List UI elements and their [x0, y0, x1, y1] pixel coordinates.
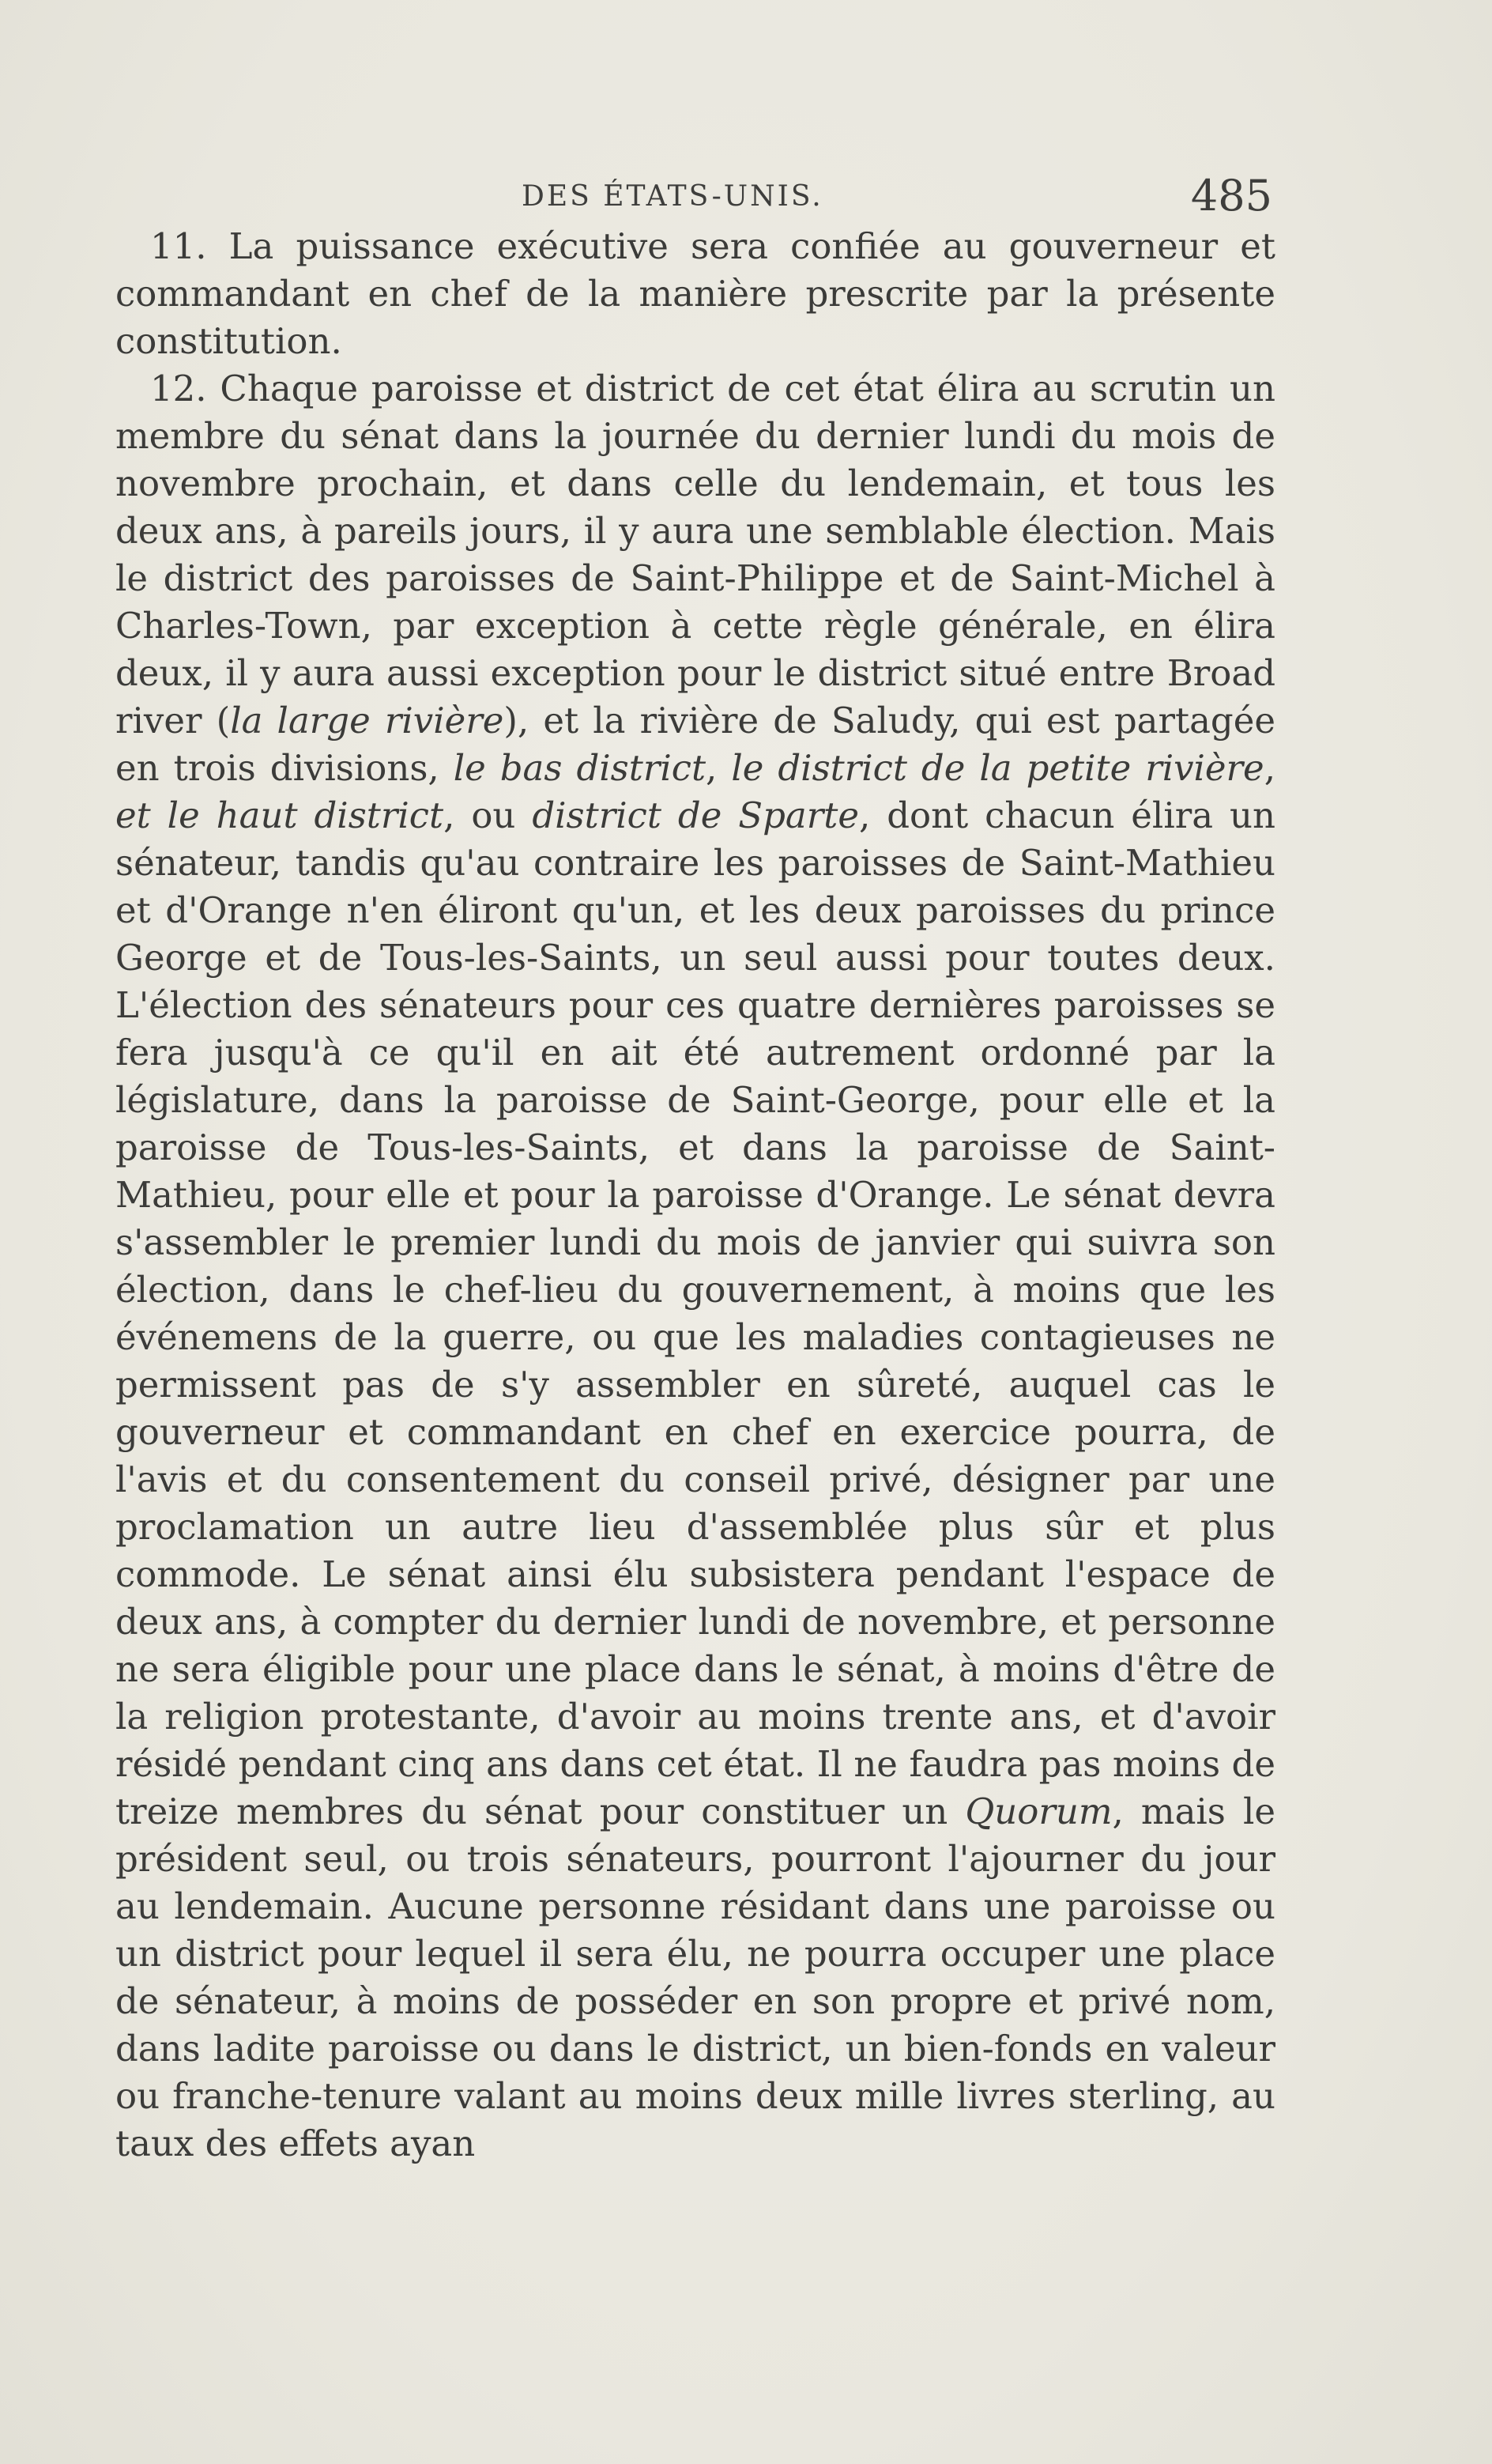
paragraph-12-text-3: , [706, 747, 732, 789]
italic-quorum: Quorum [965, 1790, 1113, 1832]
paragraph-12-text-6: , dont chacun élira un sénateur, tandis qu'au contraire les paroisses de Saint-Mathieu et d'Orange n'en éliront qu'un, et les deux paroisses du prince George et de Tous-les-Saints, un seul aussi pour toutes deux. L'élection des sénateurs pour ces quatre dernières paroisses se fera jusqu'à ce qu'il en ait été autrement ordonné par la législature, dans la paroisse de Saint-George, pour elle et la paroisse de Tous-les-Saints, et dans la paroisse de Saint-Mathieu, pour elle et pour la paroisse d'Orange. Le sénat devra s'assembler le premier lundi du mois de janvier qui suivra son élection, dans le chef-lieu du gouvernement, à moins que les événemens de la guerre, ou que les maladies contagieuses ne permissent pas de s'y assembler en sûreté, auquel cas le gouverneur et commandant en chef en exercice pourra, de l'avis et du consentement du conseil privé, désigner par une proclamation un autre lieu d'assemblée plus sûr et plus commode. Le sénat ainsi élu subsistera pendant l'espace de deux ans, à compter du dernier lundi de novembre, et personne ne sera éligible pour une place dans le sénat, à moins d'être de la religion protestante, d'avoir au moins trente ans, et d'avoir résidé pendant cinq ans dans cet état. Il ne faudra pas moins de treize membres du sénat pour constituer un [115, 794, 1275, 1832]
paragraph-12-text-5: , ou [443, 794, 533, 836]
paragraph-11-text: 11. La puissance exécutive sera confiée au gouverneur et commandant en chef de la manière prescrite par la présente constitution. [115, 225, 1275, 362]
paragraph-12-text-2: ), et la rivière de Saludy, qui est partagée en trois divisions, [115, 700, 1276, 789]
italic-haut-district: et le haut district [115, 794, 444, 836]
italic-le-bas-district: le bas district [453, 747, 706, 789]
page-number: 485 [1190, 171, 1272, 221]
body-text [115, 223, 1275, 2168]
italic-la-large-riviere: la large rivière [230, 700, 504, 741]
paragraph-12-text-7: , mais le président seul, ou trois sénateurs, pourront l'ajourner du jour au lendemain. Aucune personne résidant dans une paroisse ou un district pour lequel il sera élu, ne pourra occuper une place de sénateur, à moins de posséder en son propre et privé nom, dans ladite paroisse ou dans le district, un bien-fonds en valeur ou franche-tenure valant au moins deux mille livres sterling, au taux des effets ayan [115, 1790, 1275, 2164]
running-title: DES ÉTATS-UNIS. [522, 180, 823, 213]
paragraph-11 [115, 223, 1275, 365]
paragraph-12-text-4: , [1264, 747, 1276, 789]
paragraph-12 [115, 365, 1275, 2168]
italic-petite-riviere: le district de la petite rivière [731, 747, 1264, 789]
italic-district-de-sparte: district de Sparte [532, 794, 859, 836]
paragraph-12-text-1: 12. Chaque paroisse et district de cet état élira au scrutin un membre du sénat dans la journée du dernier lundi du mois de novembre prochain, et dans celle du lendemain, et tous les deux ans, à pareils jours, il y aura une semblable élection. Mais le district des paroisses de Saint-Philippe et de Saint-Michel à Charles-Town, par exception à cette règle générale, en élira deux, il y aura aussi exception pour le district situé entre Broad river ( [115, 368, 1275, 741]
